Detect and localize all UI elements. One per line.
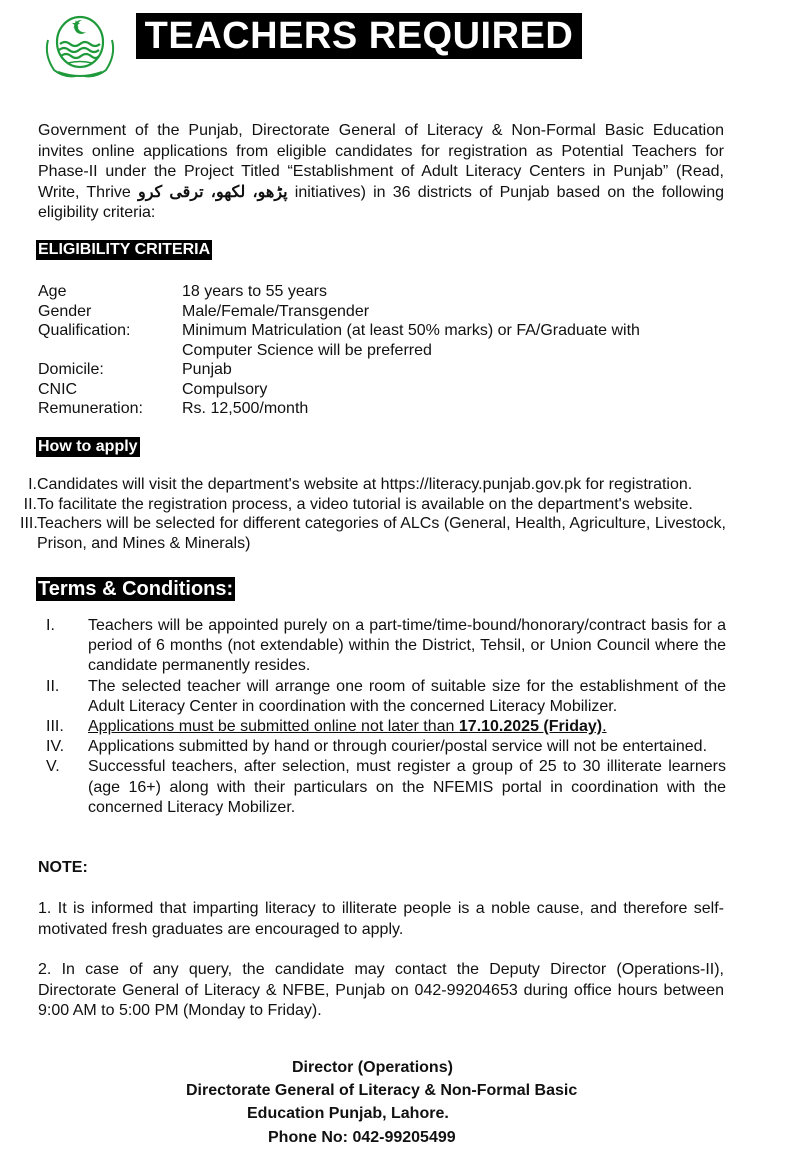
item-text (88, 717, 726, 737)
punjab-emblem-logo (38, 10, 122, 82)
criteria-value: Male/Female/Transgender (182, 302, 370, 320)
note-heading: NOTE: (38, 859, 88, 876)
item-number: II. (46, 677, 60, 695)
criteria-value: 18 years to 55 years (182, 283, 327, 300)
criteria-row-remuneration (38, 399, 702, 419)
how-to-apply-heading-label: How to apply (38, 438, 138, 455)
list-item (20, 495, 726, 515)
item-number: I. (46, 617, 55, 634)
urdu-slogan: پڑھو، لکھو، ترقی کرو (138, 183, 288, 201)
criteria-label: CNIC (38, 380, 78, 398)
list-item (20, 514, 726, 553)
eligibility-heading (36, 240, 212, 260)
criteria-value: Punjab (182, 361, 232, 378)
how-to-apply-list (20, 475, 726, 553)
list-item (40, 737, 726, 757)
list-item-deadline (40, 717, 726, 737)
criteria-value: Minimum Matriculation (at least 50% marks) or FA/Graduate with Computer Science will be preferred (182, 322, 640, 359)
note-item: 2. In case of any query, the candidate may contact the Deputy Director (Operations-II), Directorate General of Literacy & NFBE, Punjab on 042-99204653 during office hours between 9:00 AM to 5:00 PM (Monday to Friday). (38, 961, 724, 1019)
criteria-value: Compulsory (182, 380, 268, 398)
item-text: The selected teacher will arrange one room of suitable size for the establishment of the Adult Literacy Center in coordination with the concerned Literacy Mobilizer. (88, 677, 726, 715)
item-number: II. (23, 495, 37, 513)
intro-paragraph (38, 121, 724, 224)
eligibility-criteria-table (38, 282, 702, 419)
signature-location: Education Punjab, Lahore. (247, 1105, 449, 1122)
criteria-label: Age (38, 283, 67, 300)
deadline-text: Applications must be submitted online not later than (88, 718, 459, 736)
deadline-tail: . (602, 718, 607, 736)
item-number: III. (20, 515, 38, 532)
terms-heading (36, 577, 235, 601)
item-number: V. (46, 758, 60, 776)
criteria-row-domicile (38, 360, 702, 380)
item-text: Teachers will be selected for different categories of ALCs (General, Health, Agriculture, Livestock, Prison, and Mines & Minerals) (37, 515, 726, 552)
signature-phone: Phone No: 042-99205499 (268, 1129, 456, 1146)
list-item (40, 616, 726, 677)
emblem-icon (38, 10, 122, 82)
item-text: Successful teachers, after selection, must register a group of 25 to 30 illiterate learners (age 16+) along with their particulars on the NFEMIS portal in coordination with the concerned Literacy Mobilizer. (88, 758, 726, 816)
criteria-label: Remuneration: (38, 400, 143, 417)
criteria-row-qualification (38, 321, 702, 360)
item-number: IV. (46, 738, 65, 756)
item-text: Candidates will visit the department's website at https://literacy.punjab.gov.pk for registration. (37, 476, 693, 493)
how-to-apply-heading (36, 437, 140, 457)
item-text: Teachers will be appointed purely on a part-time/time-bound/honorary/contract basis for a period of 6 months (not extendable) within the District, Tehsil, or Union Council where the candidate permanently resides. (88, 617, 726, 675)
signature-org: Directorate General of Literacy & Non-Formal Basic (186, 1082, 578, 1099)
item-text: Applications submitted by hand or through courier/postal service will not be entertained. (88, 738, 708, 756)
list-item (40, 757, 726, 818)
deadline-date: 17.10.2025 (Friday) (458, 718, 603, 736)
terms-heading-label: Terms & Conditions: (38, 578, 234, 600)
criteria-row-cnic (38, 380, 702, 400)
note-item: 1. It is informed that imparting literacy to illiterate people is a noble cause, and therefore self-motivated fresh graduates are encouraged to apply. (38, 900, 724, 938)
criteria-row-gender (38, 302, 702, 322)
criteria-label: Gender (38, 302, 92, 320)
eligibility-heading-label: ELIGIBILITY CRITERIA (38, 241, 211, 258)
criteria-row-age (38, 282, 702, 302)
item-number: I. (28, 476, 37, 493)
list-item (20, 475, 726, 495)
item-number: III. (46, 718, 64, 736)
signature-title: Director (Operations) (292, 1059, 453, 1076)
page-title: TEACHERS REQUIRED (136, 13, 582, 59)
item-text: To facilitate the registration process, a video tutorial is available on the department's website. (37, 495, 693, 513)
criteria-label: Qualification: (38, 322, 131, 339)
intro-text-start: Government of the Punjab, Directorate General of Literacy & Non-Formal Basic Education invites online applications from eligible candidates for registration as Potential Teachers for Phase-II under the Project Titled “Establishment of Adult Literacy Centers in Punjab” (Read, Write, Thrive (38, 122, 724, 201)
list-item (40, 677, 726, 717)
criteria-label: Domicile: (38, 361, 104, 378)
intro-text-end: initiatives) in 36 districts of Punjab based on the following eligibility criteria: (38, 183, 725, 221)
terms-list (40, 616, 726, 818)
criteria-value: Rs. 12,500/month (182, 400, 309, 417)
